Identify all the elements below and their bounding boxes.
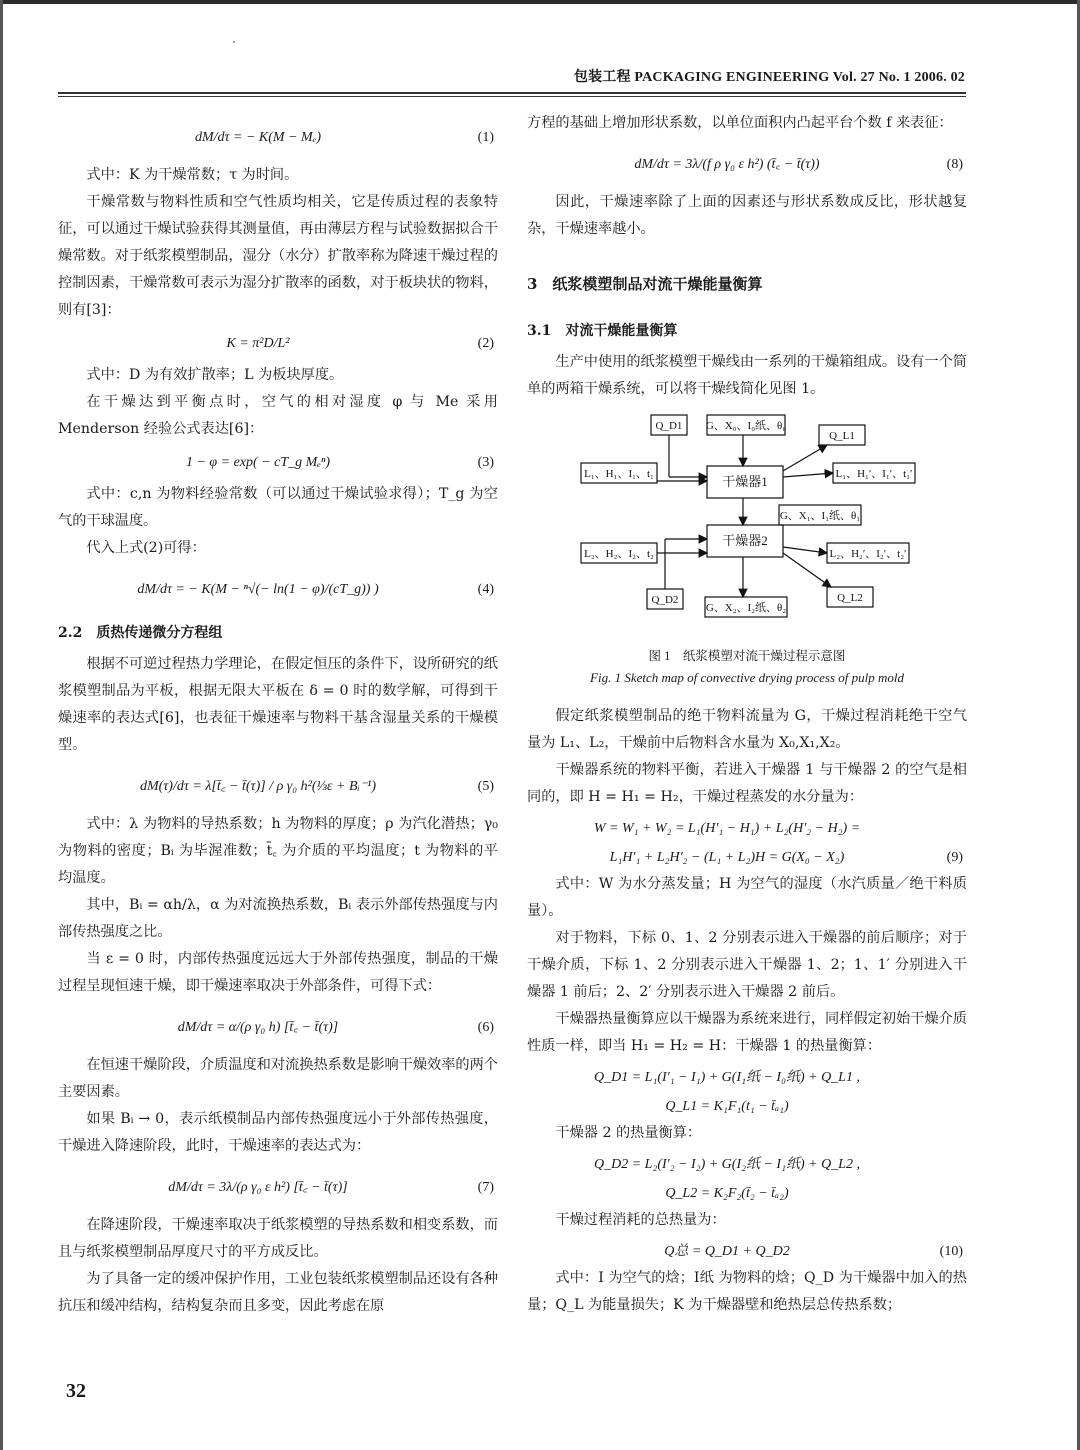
dryer1-label: 干燥器1 [722, 474, 768, 489]
section-heading-3: 3 纸浆模塑制品对流干燥能量衡算 [527, 275, 763, 293]
left-column [58, 110, 498, 1320]
equation-dryer2-loss: Q_L2 = K₂F₂(t̄₂ − t̄ₐ₂) [665, 1186, 789, 1201]
journal-name-en: PACKAGING ENGINEERING [634, 70, 830, 85]
journal-name-cn: 包装工程 [573, 70, 631, 85]
paragraph: 代入上式(2)可得： [86, 540, 206, 556]
equation-2: K = π²D/L² (2) [226, 336, 494, 351]
arrow-air-out1 [783, 473, 833, 477]
paragraph: 因此，干燥速率除了上面的因素还与形状系数成反比，形状越复杂，干燥速率越小。 [527, 194, 967, 237]
equation-9-line1: W = W₁ + W₂ = L₁(H′₁ − H₁) + L₂(H′₂ − H₂) = [593, 821, 861, 836]
equation-dryer1-heat: Q_D1 = L₁(I′₁ − I₁) + G(I₁纸 − I₀纸) + Q_L1 , [594, 1070, 860, 1085]
ql2-label: Q_L2 [837, 592, 863, 604]
paragraph: 为了具备一定的缓冲保护作用，工业包装纸浆模塑制品还设有各种抗压和缓冲结构，结构复杂而且多变，因此考虑在原 [58, 1271, 498, 1314]
section-heading-2-2: 2.2 质热传递微分方程组 [58, 625, 223, 641]
paragraph: 在干燥达到平衡点时，空气的相对湿度 φ 与 Me 采用 Menderson 经验公式表达[6]： [58, 394, 498, 437]
scan-left-border [0, 0, 3, 1450]
header-rule-thick [58, 92, 966, 94]
header-rule-thin [58, 96, 966, 97]
drying-process-diagram [527, 411, 967, 641]
paragraph: 式中：W 为水分蒸发量；H 为空气的湿度（水汽质量／绝干料质量）。 [527, 876, 967, 919]
scan-top-border [0, 0, 1080, 4]
paragraph: 根据不可逆过程热力学理论，在假定恒压的条件下，设所研究的纸浆模塑制品为平板，根据无限大平板在 δ = 0 时的数学解，可得到干燥速率的表达式[6]，也表征干燥速率与物料干基含湿量关系的干燥模型。 [58, 656, 498, 753]
g-in-label: G、X₀、I₀纸、θ₀ [705, 420, 787, 432]
air-in2-label: L₂、H₂、I₂、t₂ [584, 548, 654, 560]
paragraph: 式中：D 为有效扩散率；L 为板块厚度。 [86, 367, 344, 383]
air-out2-label: L₂、H₂′、I₂′、t₂′ [829, 548, 907, 560]
equation-dryer2-heat: Q_D2 = L₂(I′₂ − I₂) + G(I₂纸 − I₁纸) + Q_L2 , [594, 1157, 860, 1172]
journal-issue: Vol. 27 No. 1 2006. 02 [832, 70, 965, 85]
paragraph: 在降速阶段，干燥速率取决于纸浆模塑的导热系数和相变系数，而且与纸浆模塑制品厚度尺寸的平方成反比。 [58, 1217, 498, 1260]
air-out1-label: L₁、H₁′、I₁′、t₁′ [835, 468, 913, 480]
paragraph: 假定纸浆模塑制品的绝干物料流量为 G，干燥过程消耗绝干空气量为 L₁、L₂，干燥前中后物料含水量为 X₀,X₁,X₂。 [527, 708, 967, 751]
paragraph: 在恒速干燥阶段，介质温度和对流换热系数是影响干燥效率的两个主要因素。 [58, 1057, 498, 1100]
equation-5: dM(τ)/dτ = λ[t̄꜀ − t̄(τ)] / ρ γ₀ h²(⅓ε + Bᵢ⁻¹) (5) [139, 779, 494, 794]
qd2-label: Q_D2 [651, 594, 679, 606]
scan-speck [233, 41, 235, 43]
paragraph: 方程的基础上增加形状系数，以单位面积内凸起平台个数 f 来表征： [527, 115, 953, 131]
paragraph: 生产中使用的纸浆模塑干燥线由一系列的干燥箱组成。设有一个简单的两箱干燥系统，可以将干燥线简化见图 1。 [527, 354, 967, 397]
figure-caption-cn: 图 1 纸浆模塑对流干燥过程示意图 [648, 649, 846, 663]
paragraph: 如果 Bᵢ → 0，表示纸模制品内部传热强度远小于外部传热强度，干燥进入降速阶段，此时，干燥速率的表达式为： [58, 1111, 498, 1154]
air-in1-label: L₁、H₁、I₁、t₁ [584, 468, 654, 480]
paragraph: 干燥器热量衡算应以干燥器为系统来进行，同样假定初始干燥介质性质一样，即当 H₁ = H₂ = H：干燥器 1 的热量衡算： [527, 1011, 967, 1054]
arrow-ql2 [783, 553, 831, 587]
paragraph: 当 ε = 0 时，内部传热强度远远大于外部传热强度，制品的干燥过程呈现恒速干燥，即干燥速率取决于外部条件，可得下式： [58, 951, 498, 994]
equation-9-line2: L₁H′₁ + L₂H′₂ − (L₁ + L₂)H = G(X₀ − X₂) (9) [609, 850, 963, 865]
section-heading-3-1: 3.1 对流干燥能量衡算 [527, 323, 678, 339]
paragraph: 干燥器系统的物料平衡，若进入干燥器 1 与干燥器 2 的空气是相同的，即 H = H₁ = H₂，干燥过程蒸发的水分量为： [527, 762, 967, 805]
g-out-label: G、X₂、I₂纸、θ₂ [705, 602, 787, 614]
arrow-air-out2 [783, 547, 827, 553]
g-mid-label: G、X₁、I₁纸、θ₁ [779, 510, 861, 522]
paragraph: 式中：I 为空气的焓；I纸 为物料的焓；Q_D 为干燥器中加入的热量；Q_L 为能量损失；K 为干燥器壁和绝热层总传热系数； [527, 1270, 967, 1313]
figure-caption-en: Fig. 1 Sketch map of convective drying process of pulp mold [590, 670, 904, 685]
equation-4: dM/dτ = − K(M − ⁿ√(− ln(1 − φ)/(cT_g)) ) (4) [137, 582, 494, 597]
equation-6: dM/dτ = α/(ρ γ₀ h) [t̄꜀ − t̄(τ)] (6) [177, 1020, 494, 1035]
paragraph: 其中，Bᵢ = αh/λ，α 为对流换热系数，Bᵢ 表示外部传热强度与内部传热强度之比。 [58, 897, 498, 940]
paragraph: 式中：K 为干燥常数；τ 为时间。 [86, 167, 299, 183]
paragraph: 干燥器 2 的热量衡算： [555, 1125, 702, 1141]
running-header [525, 66, 965, 86]
equation-8: dM/dτ = 3λ/(f ρ γ₀ ε h²) (t̄꜀ − t̄(τ)) (8) [634, 157, 963, 172]
paragraph: 式中：c,n 为物料经验常数（可以通过干燥试验求得）；T_g 为空气的干球温度。 [58, 486, 498, 529]
arrow-ql1 [783, 445, 827, 471]
paragraph: 式中：λ 为物料的导热系数；h 为物料的厚度；ρ 为汽化潜热；γ₀ 为物料的密度；Bᵢ 为毕渥准数；t̄꜀ 为介质的平均温度；t 为物料的平均温度。 [58, 816, 498, 886]
equation-3: 1 − φ = exp( − cT_g Mₑⁿ) (3) [185, 455, 494, 470]
equation-dryer1-loss: Q_L1 = K₁F₁(t₁ − t̄ₐ₁) [665, 1099, 789, 1114]
dryer2-label: 干燥器2 [722, 533, 768, 548]
equation-7: dM/dτ = 3λ/(ρ γ₀ ε h²) [t̄꜀ − t̄(τ)] (7) [168, 1180, 494, 1195]
qd1-label: Q_D1 [655, 420, 683, 432]
ql1-label: Q_L1 [829, 430, 855, 442]
equation-10: Q总 = Q_D1 + Q_D2 (10) [664, 1244, 963, 1259]
paragraph: 对于物料，下标 0、1、2 分别表示进入干燥器的前后顺序；对于干燥介质，下标 1、2 分别表示进入干燥器 1、2；1、1′ 分别进入干燥器 1 前后；2、2′ 分别表示进入干燥器 2 前后。 [527, 930, 967, 1000]
paragraph: 干燥过程消耗的总热量为： [555, 1212, 726, 1228]
figure-1-diagram [527, 411, 967, 641]
right-column [527, 110, 967, 1319]
paragraph: 干燥常数与物料性质和空气性质均相关，它是传质过程的表象特征，可以通过干燥试验获得其测量值，再由薄层方程与试验数据拟合干燥常数。对于纸浆模塑制品，湿分（水分）扩散率称为降速干燥过程的控制因素，干燥常数可表示为湿分扩散率的函数，对于板块状的物料，则有[3]： [58, 194, 498, 318]
equation-1: dM/dτ = − K(M − Mₑ) (1) [194, 130, 494, 145]
page-number: 32 [66, 1380, 86, 1402]
